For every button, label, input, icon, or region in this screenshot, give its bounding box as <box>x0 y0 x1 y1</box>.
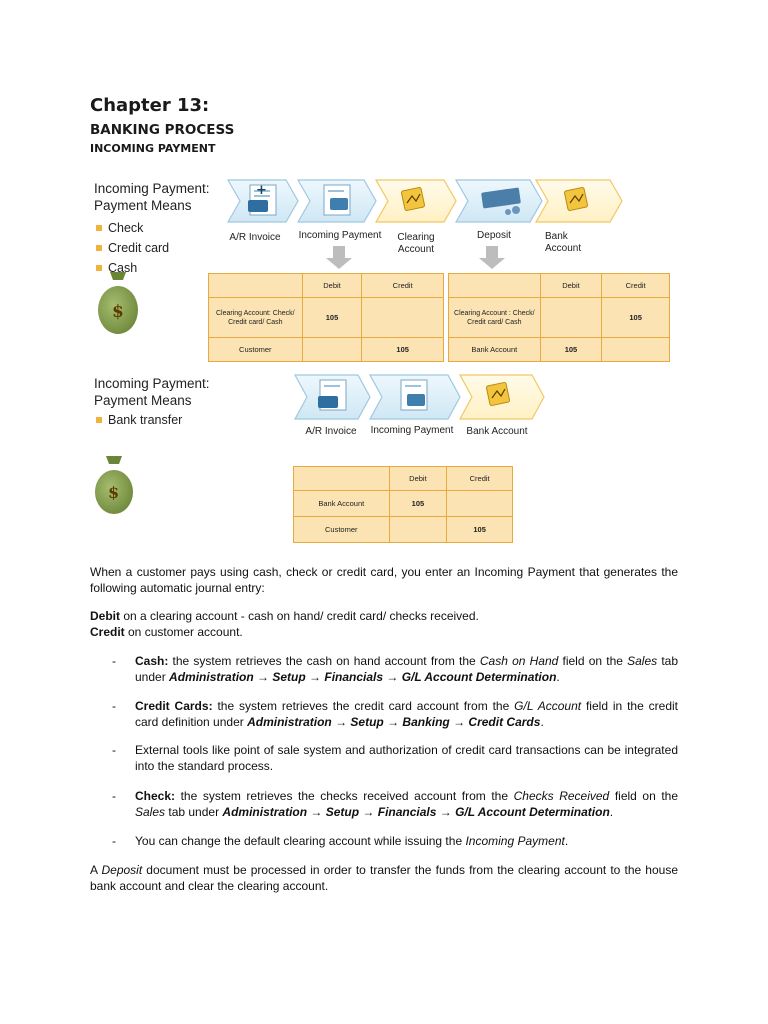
bullet-cash: - Cash: the system retrieves the cash on hand account from the Cash on Hand field on the Sales tab under Administration → Setup → Financials → G/L Account Determination. <box>112 654 679 684</box>
account-cell: Clearing Account : Check/ Credit card/ Cash <box>449 298 541 338</box>
money-bag-icon <box>98 272 138 334</box>
ledger-icon <box>401 187 425 211</box>
table-header: Debit <box>540 274 602 298</box>
title-line: Payment Means <box>94 393 192 408</box>
bullet-check: - Check: the system retrieves the checks received account from the Checks Received field on the Sales tab under Administration → Setup → Financials → G/L Account Determination. <box>112 789 679 819</box>
list-item: Credit card <box>94 238 169 258</box>
table-row <box>294 491 513 517</box>
debit-text: on a clearing account - cash on hand/ credit card/ checks received. <box>120 609 479 623</box>
debit-line <box>90 608 678 624</box>
table-header: Credit <box>362 274 444 298</box>
dash: - <box>112 834 116 848</box>
chapter-title: Chapter 13: <box>90 95 210 116</box>
step-label: A/R Invoice <box>305 426 357 437</box>
intro-paragraph: When a customer pays using cash, check or credit card, you enter an Incoming Payment that generates the following automatic journal entry: <box>90 565 678 595</box>
money-bag-icon <box>95 456 133 514</box>
credit-cell <box>362 298 444 338</box>
credit-cell: 105 <box>447 517 513 543</box>
bullet-label: Check: <box>135 789 176 803</box>
debit-cell: 105 <box>389 491 447 517</box>
title-line: Incoming Payment: <box>94 376 210 391</box>
step-label: Deposit <box>477 230 511 241</box>
account-cell: Bank Account <box>449 338 541 362</box>
table-header: Debit <box>302 274 362 298</box>
table-row <box>294 517 513 543</box>
bullet-external-tools <box>112 742 678 774</box>
account-cell: Bank Account <box>294 491 390 517</box>
money-bag-symbol: $ <box>112 302 124 322</box>
ledger-icon <box>564 187 588 211</box>
menu-path: Administration → Setup → Financials → G/L Account Determination <box>169 670 557 684</box>
payment-means-title-2 <box>94 375 210 409</box>
debit-label: Debit <box>90 609 120 623</box>
table-header: Debit <box>389 467 447 491</box>
step-label: Incoming Payment <box>370 425 454 436</box>
label-line: Bank <box>545 231 568 242</box>
bullet-credit-cards: - Credit Cards: the system retrieves the credit card account from the G/L Account field in the credit card definition under Administration → Setup → Banking → Credit Cards. <box>112 699 678 729</box>
label-line: Account <box>397 244 435 255</box>
dash: - <box>112 654 116 668</box>
bullet-label: Credit Cards: <box>135 699 213 713</box>
invoice-icon <box>318 380 346 410</box>
dash: - <box>112 743 116 757</box>
label-line: Account <box>545 243 582 254</box>
bullet-text: External tools like point of sale system and authorization of credit card transactions can be integrated into the standard process. <box>135 743 678 773</box>
table-row <box>449 338 670 362</box>
account-cell: Customer <box>294 517 390 543</box>
step-label: Bank Account <box>466 426 528 437</box>
step-label: Incoming Payment <box>298 230 382 241</box>
dash: - <box>112 699 116 713</box>
journal-table-bank-transfer <box>293 466 513 543</box>
table-header: Credit <box>447 467 513 491</box>
bullet-change-default: - You can change the default clearing account while issuing the Incoming Payment. <box>112 834 569 848</box>
deposit-paragraph: A Deposit document must be processed in order to transfer the funds from the clearing account to the house bank account and clear the clearing account. <box>90 863 678 893</box>
menu-path: Administration → Setup → Financials → G/L Account Determination <box>222 805 610 819</box>
invoice-icon <box>248 183 276 215</box>
account-cell: Clearing Account: Check/ Credit card/ Cash <box>209 298 303 338</box>
journal-table-left <box>208 273 444 362</box>
table-row <box>209 338 444 362</box>
table-row <box>209 298 444 338</box>
payment-means-list-1 <box>94 218 169 278</box>
payment-means-list-2 <box>94 410 182 430</box>
account-cell: Customer <box>209 338 303 362</box>
title-line: Incoming Payment: <box>94 181 210 196</box>
credit-cell: 105 <box>362 338 444 362</box>
menu-path: Administration → Setup → Banking → Credit Cards <box>247 715 541 729</box>
table-header: Credit <box>602 274 670 298</box>
down-arrow-icon <box>479 246 505 269</box>
payment-means-title-1 <box>94 180 210 214</box>
table-header <box>209 274 303 298</box>
step-label: A/R Invoice <box>229 232 281 243</box>
journal-table-right <box>448 273 670 362</box>
list-item: Cash <box>94 258 169 278</box>
svg-text:+: + <box>256 183 267 198</box>
credit-text: on customer account. <box>124 625 243 639</box>
payment-icon <box>324 185 350 215</box>
money-bag-symbol: $ <box>108 483 120 502</box>
label-line: Clearing <box>397 232 435 243</box>
title-line: Payment Means <box>94 198 192 213</box>
credit-cell <box>447 491 513 517</box>
table-header <box>294 467 390 491</box>
credit-line <box>90 624 678 640</box>
step-label <box>388 232 444 256</box>
debit-cell: 105 <box>302 298 362 338</box>
credit-cell <box>602 338 670 362</box>
list-item: Check <box>94 218 169 238</box>
debit-cell <box>540 298 602 338</box>
debit-cell <box>389 517 447 543</box>
table-header <box>449 274 541 298</box>
ledger-icon <box>486 382 510 406</box>
credit-label: Credit <box>90 625 125 639</box>
step-label <box>545 231 593 255</box>
list-item: Bank transfer <box>94 410 182 430</box>
credit-cell: 105 <box>602 298 670 338</box>
subsection-heading: INCOMING PAYMENT <box>90 142 216 155</box>
down-arrow-icon <box>326 246 352 269</box>
process-figure <box>90 172 680 552</box>
debit-cell: 105 <box>540 338 602 362</box>
payment-icon <box>401 380 427 410</box>
bullet-label: Cash: <box>135 654 169 668</box>
dash: - <box>112 789 116 803</box>
table-row <box>449 298 670 338</box>
section-heading: BANKING PROCESS <box>90 122 235 138</box>
debit-cell <box>302 338 362 362</box>
